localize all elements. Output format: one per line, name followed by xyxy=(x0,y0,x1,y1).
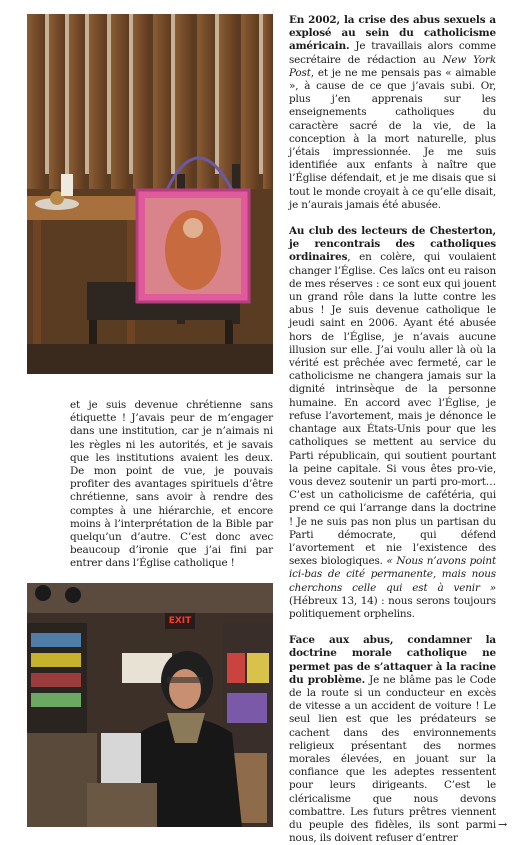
paragraph-2-text-b: (Hébreux 13, 14) : nous serons toujours politiquement orphelins. xyxy=(289,594,496,620)
left-column xyxy=(70,399,273,571)
publication-name: New York Post xyxy=(289,53,496,79)
paragraph-1-text-b: , et je ne me pensais pas « aimable », à cause de ce que j’avais subi. Or, plus j’en apprenais sur les enseignements catholiques du caractère sacré de la vie, de la conception à la mort naturelle, plus j’étais impressionnée. Je me suis identifiée aux enfants à naître que l’Église défendait, et je me disais que si tout le monde croyait à ce qu’elle disait, je n’aurais jamais été abusée. xyxy=(289,66,496,211)
right-column xyxy=(289,14,496,845)
bible-quote: « Nous n’avons point ici-bas de cité permanente, mais nous cherchons celle qui est à venir » xyxy=(289,555,496,594)
right-paragraph-2 xyxy=(289,225,496,621)
paragraph-3-text-a: Je ne blâme pas le Code de la route si un conducteur en excès de vitesse a un accident de voiture ! Le seul lien est que les prédateurs se cachent dans des environnements religieux présentant des normes morales élevées, en jouant sur la confiance que les adeptes ressentent pour leurs dirigeants. C’est le cléricalisme que nous devons combattre. Les futurs prêtres viennent du peuple des fidèles, ils sont parmi nous, ils doivent refuser d’entrer xyxy=(289,673,497,845)
right-paragraph-3 xyxy=(289,634,496,845)
paragraph-2-lead: Au club des lecteurs de Chesterton, je rencontrais des catholiques ordinaires xyxy=(289,225,496,264)
right-paragraph-1 xyxy=(289,14,496,212)
paragraph-1-lead: En 2002, la crise des abus sexuels a explosé au sein du catholicisme américain. xyxy=(289,14,496,53)
paragraph-2-text-a: , en colère, qui voulaient changer l’Église. Ces laïcs ont eu raison de mes réserves : ce sont eux qui jouent un grand rôle dans la lutte contre les abus ! Je suis devenue catholique le jeudi saint en 2006. Ayant été abusée hors de l’Église, je n’avais aucune illusion sur elle. J’ai voulu aller là où la vérité est prêchée avec fermeté, car le catholicisme ne changera jamais sur la dignité intrinsèque de la personne humaine. En accord avec l’Église, je refuse l’avortement, mais je dénonce le chantage aux États-Unis pour que les catholiques se mettent au service du Parti républicain, qui soutient pourtant la peine capitale. Si vous êtes pro-vie, vous devez soutenir un parti pro-mort… C’est un catholicisme de cafétéria, qui prend ce qui l’arrange dans la doctrine ! Je ne suis pas non plus un partisan du Parti démocrate, qui défend l’avortement et nie l’existence des sexes biologiques. xyxy=(289,251,496,568)
left-paragraph-1: et je suis devenue chrétienne sans étiquette ! J’avais peur de m’engager dans une institution, car je n’aimais ni les règles ni les autorités, et je savais que les institutions avaient les deux. De mon point de vue, je pouvais profiter des avantages spirituels d’être chrétienne, sans avoir à rendre des comptes à une hiérarchie, et encore moins à l’interprétation de la Bible par quelqu’un d’autre. C’est donc avec beaucoup d’ironie que j’ai fini par entrer dans l’Église catholique ! xyxy=(70,399,273,570)
photo-woman-table-bag xyxy=(27,14,273,374)
photo-bottom-illustration xyxy=(27,583,273,827)
photo-top-illustration xyxy=(27,14,273,374)
photo-woman-record-store xyxy=(27,583,273,827)
continuation-arrow-icon: → xyxy=(498,818,508,831)
paragraph-3-lead: Face aux abus, condamner la doctrine morale catholique ne permet pas de s’attaquer à la racine du problème. xyxy=(289,634,496,686)
exit-sign: EXIT xyxy=(168,616,192,626)
paragraph-1-text-a: Je travaillais alors comme secrétaire de rédaction au xyxy=(289,40,496,66)
